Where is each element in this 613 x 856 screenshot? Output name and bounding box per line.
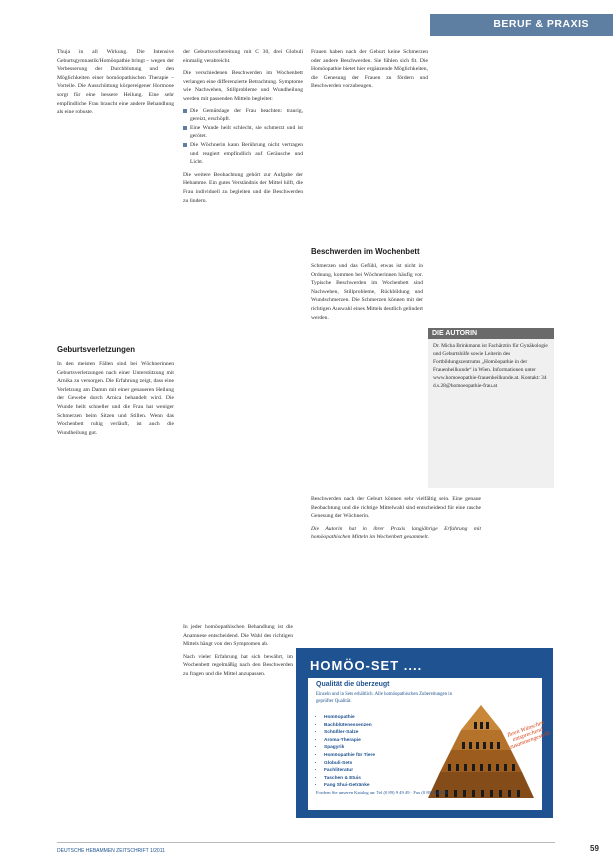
- bullet-square-icon: [183, 143, 187, 147]
- list-item: • Bachblütenessenzen: [324, 722, 375, 730]
- list-item: • Spagyrik: [324, 744, 375, 752]
- ad-product-list: [316, 714, 375, 790]
- paragraph: Nach vieler Erfahrung hat sich bewährt, im Wochenbett regelmäßig nach den Beschwerden zu fragen und die Mittel anzupassen.: [183, 653, 293, 677]
- list-item: • Globuli-Sets: [324, 760, 375, 768]
- column-3-bottom: [311, 495, 481, 542]
- paragraph: Beschwerden nach der Geburt können sehr vielfältig sein. Eine genaue Beobachtung und die richtige Mittelwahl sind entscheidend für eine rasche Genesung der Wöchnerin.: [311, 496, 481, 520]
- list-item: • Taschen & Etuis: [324, 775, 375, 783]
- list-item: [183, 107, 303, 124]
- paragraph: Die weitere Beobachtung gehört zur Aufgabe der Hebamme. Ein gutes Verständnis der Mittel hilft, die Frau individuell zu begleiten und die Beschwerden zu lindern.: [183, 171, 303, 204]
- author-box: [428, 328, 554, 488]
- ad-description: Einzeln und in Sets erhältlich. Alle homöopathischen Zubereitungen in geprüfter Qualität.: [316, 692, 453, 704]
- ad-subtitle: Qualität die überzeugt: [316, 681, 390, 688]
- column-1-lower: [57, 360, 174, 437]
- list-item: • Schüßler-Salze: [324, 729, 375, 737]
- list-item: • Fachliteratur: [324, 767, 375, 775]
- bullet-square-icon: [183, 109, 187, 113]
- footer-journal: DEUTSCHE HEBAMMEN ZEITSCHRIFT 1/2011: [57, 848, 165, 854]
- paragraph: Die Autorin hat in ihrer Praxis langjährige Erfahrung mit homöopathischen Mitteln im Wochenbett gesammelt.: [311, 525, 481, 541]
- list-text: Die Wöchnerin kann Berührung nicht vertragen und reagiert empfindlich auf Geräusche und Licht.: [190, 141, 303, 166]
- column-3-lower: [311, 262, 423, 322]
- author-label: DIE AUTORIN: [428, 328, 554, 339]
- footer-divider: [57, 842, 555, 843]
- ad-contact: Fordern Sie unseren Katalog an: Tel (0 89) 9 49 49 · Fax (0 89) 9 49 50: [316, 790, 448, 795]
- ad-title: HOMÖO-SET ....: [310, 658, 423, 673]
- page-number: 59: [590, 844, 599, 853]
- paragraph: der Geburtsvorbereitung mit C 30, drei Globuli einmalig verabreicht.: [183, 49, 303, 64]
- list-item: [183, 124, 303, 141]
- column-1: [57, 48, 174, 117]
- paragraph: Frauen haben nach der Geburt keine Schmerzen oder andere Beschwerden. Sie fühlen sich fit. Die Homöopathie bietet hier ergänzende Möglichkeiten, die Genesung der Frauen zu fördern und Beschwerden vorzubeugen.: [311, 49, 428, 90]
- column-3: [311, 48, 428, 91]
- list-item: • Homöopathie für Tiere: [324, 752, 375, 760]
- paragraph: In den meisten Fällen sind bei Wöchnerinnen Geburtsverletzungen nach einer Unterstützung mit Arnika zu versorgen. Die Erfahrung zeigt, dass eine Verletzung am Damm mit einer genaueren Heilung der Gewebe durch Arnica behandelt wird. Die Wunde heilt schneller und die Frau hat weniger Schmerzen beim Sitzen und Stillen. Wenn das Wochenbett ruhig verläuft, ist auch die Wundheilung gut.: [57, 361, 174, 436]
- paragraph: Schmerzen und das Gefühl, etwas ist nicht in Ordnung, kommen bei Wöchnerinnen häufig vor. Typische Beschwerden im Wochenbett sind Nachwehen, Stillprobleme, Rückbildung und Wundschmerzen. Die Schmerzen können mit der richtigen Auswahl eines Mittels deutlich gelindert werden.: [311, 263, 423, 321]
- list-text: Eine Wunde heilt schlecht, sie schmerzt und ist gerötet.: [190, 124, 303, 140]
- ad-panel: [308, 678, 551, 810]
- paragraph: In jeder homöopathischen Behandlung ist die Anamnese entscheidend. Die Wahl des richtigen Mittels hängt von den Symptomen ab.: [183, 624, 293, 648]
- section-title: BERUF & PRAXIS: [493, 18, 589, 30]
- paragraph: Die verschiedenen Beschwerden im Wochenbett verlangen eine differenzierte Betrachtung. Symptome wie Nachwehen, Stillprobleme und Wundheilung werden mit passenden Mitteln begleitet:: [183, 70, 303, 102]
- advertisement: [296, 648, 553, 818]
- author-bio: Dr. Micha Brinkmann ist Fachärztin für Gynäkologie und Geburtshilfe sowie Leiterin des Fortbildungszentrums „Homöopathie in der Frauenheilkunde“ in Wien. Informationen unter www.homoeopathie-frauenheilkunde.at. Kontakt: 34 d.s.28@homoeopathie-frau.at: [433, 343, 548, 389]
- subheading-beschwerden: Beschwerden im Wochenbett: [311, 247, 420, 256]
- list-item: • Homöopathie: [324, 714, 375, 722]
- list-item: • Fang Shui-Getränke: [324, 782, 375, 790]
- list-item: [183, 141, 303, 167]
- ad-badge: Ihren Wünschen entsprechend zusammengestellt: [506, 719, 551, 751]
- bullet-square-icon: [183, 126, 187, 130]
- column-2: [183, 48, 303, 205]
- subheading-geburtsverletzungen: Geburtsverletzungen: [57, 345, 135, 354]
- paragraph: Thuja in all Wirkung. Die Intensive Geburtsgymnastik/Homöopathie bringt – wegen der Verbesserung der Durchblutung und den Möglichkeiten einer homöopathischen Therapie – Vorteile. Die Ausschüttung körpereigener Hormone sorgt für eine bessere Heilung. Eine sehr empfindliche Frau braucht eine andere Behandlung als eine robuste.: [57, 49, 174, 116]
- column-2-lower: [183, 623, 293, 679]
- list-item: • Aroma-Therapie: [324, 737, 375, 745]
- section-header-bar: [430, 14, 613, 36]
- list-text: Die Gemütslage der Frau beachten: traurig, gereizt, erschöpft.: [190, 107, 303, 123]
